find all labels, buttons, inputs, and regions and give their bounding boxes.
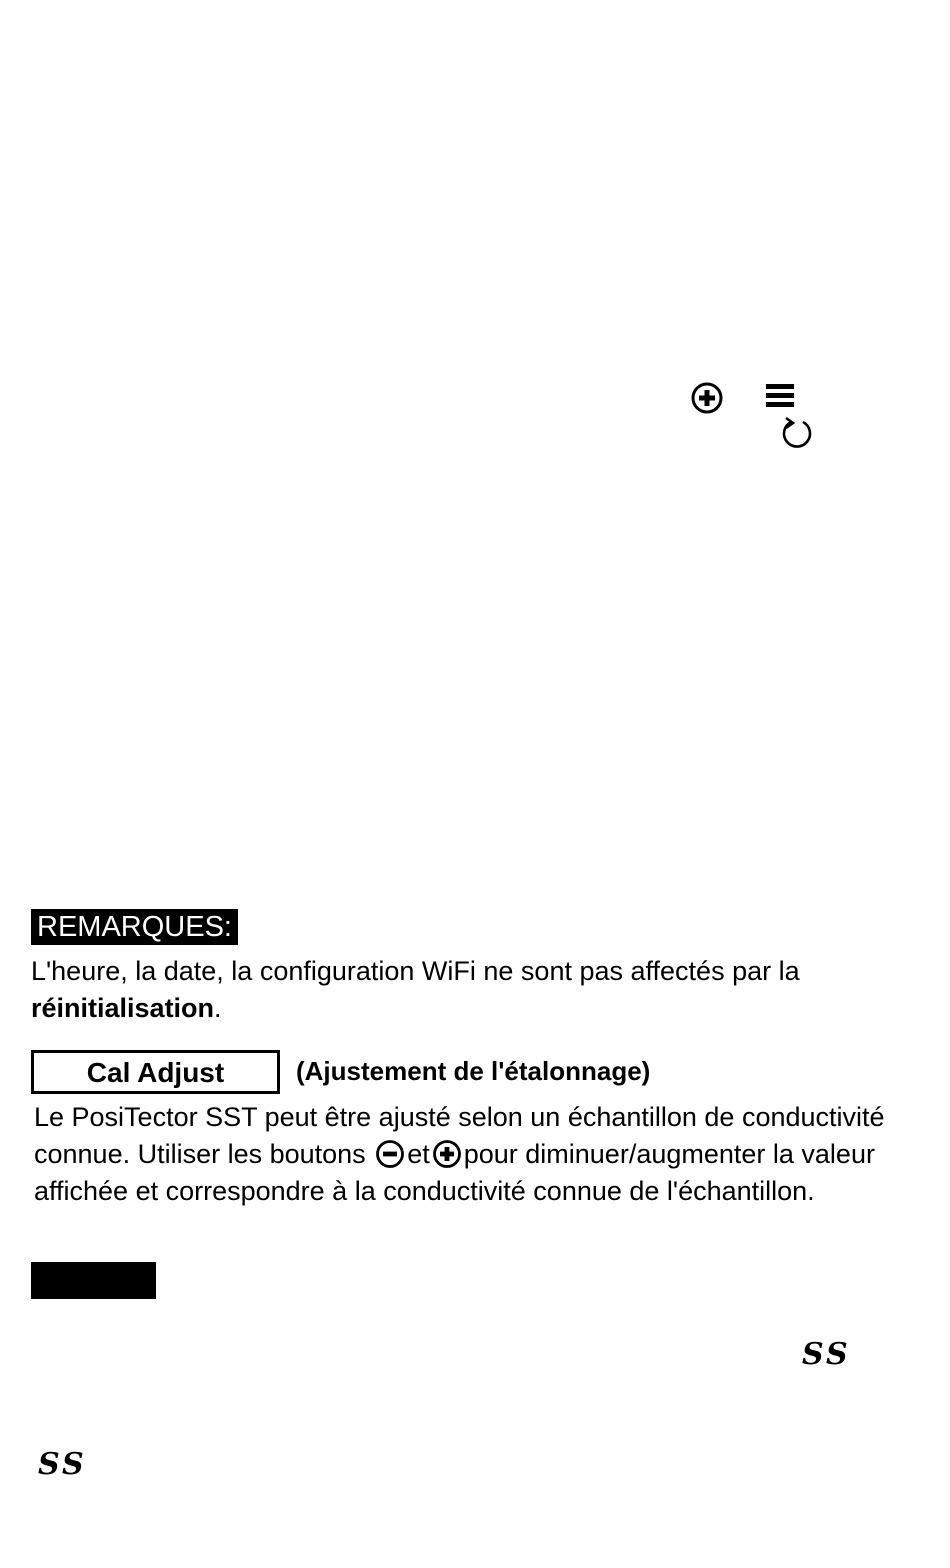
ss-mark-left: SS	[38, 1447, 87, 1482]
minus-circle-icon	[375, 1139, 405, 1169]
black-label-bar	[31, 1262, 156, 1299]
remarques-heading: REMARQUES:	[31, 909, 238, 945]
menu-icon	[764, 382, 796, 410]
cal-adjust-description	[34, 1099, 914, 1210]
remarques-note	[31, 953, 926, 1027]
plus-circle-icon	[690, 381, 724, 415]
cal-adjust-subtitle: (Ajustement de l'étalonnage)	[296, 1056, 651, 1086]
cal-adjust-and: et	[407, 1139, 430, 1169]
cal-adjust-label: Cal Adjust	[31, 1050, 280, 1094]
ss-mark-right: SS	[802, 1337, 851, 1372]
note-text-start: L'heure, la date, la configuration WiFi ne sont pas affectés par la	[31, 956, 800, 986]
cal-adjust-text-1: Le PosiTector SST peut être ajusté selon un échantillon de conductivité connue. Utiliser les boutons	[34, 1102, 885, 1169]
plus-circle-icon	[432, 1139, 462, 1169]
note-text-bold: réinitialisation	[31, 993, 215, 1023]
cal-adjust-text-2: pour diminuer/augmenter la valeur affichée et correspondre à la conductivité connue de l'échantillon.	[34, 1139, 875, 1206]
note-text-end: .	[214, 993, 222, 1023]
reset-icon	[779, 414, 815, 450]
